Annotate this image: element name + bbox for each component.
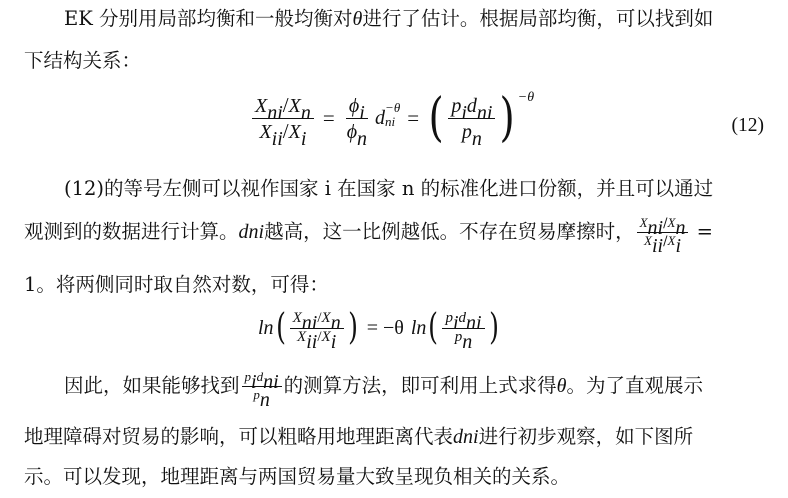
para3-line1 [64, 368, 703, 411]
para2-line2: 观测到的数据进行计算。 d ni 越高，这一比例越低。不存在贸易摩擦时， $\frac{X_{ni}/X_n}{X_{ii}/X_i}$ = [24, 214, 713, 257]
theta-symbol: θ [556, 375, 567, 397]
rhs-prefix: = −θ [366, 316, 404, 339]
text: 下结构关系： [24, 49, 142, 72]
inline-share-fraction: $\frac{X_{ni}/X_n}{X_{ii}/X_i}$ [637, 216, 689, 248]
text: 地理障碍对贸易的影响，可以粗略用地理距离代表 [24, 425, 454, 448]
text: (12)的等号左侧可以视作国家 i 在国家 n 的标准化进口份额，并且可以通过 [64, 177, 714, 200]
text: 越高，这一比例越低。不存在贸易摩擦时， [264, 220, 635, 243]
equation-12: $\frac{X_{ni}/X_n}{X_{ii}/X_i}$ = $\frac{\phi_i}{\phi_n}$ d −θ ni = ( $\frac{p_id_{ni}}{p_n}$ ) −θ [250, 92, 534, 144]
ln-share-fraction: $\frac{X_{ni}/X_n}{X_{ii}/X_i}$ [290, 311, 344, 346]
text: = [690, 220, 713, 243]
para3-line3 [24, 462, 570, 492]
para1-line1 [64, 4, 713, 34]
d-exponent: −θ [385, 99, 401, 115]
equation-number: (12) [731, 115, 764, 136]
text: 的测算方法，即可利用上式求得 [283, 374, 557, 397]
text: 示。可以发现，地理距离与两国贸易量大致呈现负相关的关系。 [24, 465, 571, 488]
text: 1。将两侧同时取自然对数，可得： [24, 273, 329, 296]
ln-price-fraction: $\frac{p_id_{ni}}{p_n}$ [442, 311, 484, 346]
para1-line2 [24, 46, 141, 76]
para2-line3 [24, 270, 329, 300]
ln-left: ln [258, 316, 274, 339]
outer-exponent: −θ [517, 90, 535, 105]
inline-price-fraction: $\frac{p_id_{ni}}{p_n}$ [242, 370, 282, 402]
text: 进行初步观察，如下图所 [478, 425, 694, 448]
ln-right: ln [410, 316, 427, 339]
text: 进行了估计。根据局部均衡，可以找到如 [362, 7, 714, 30]
import-share-fraction: $\frac{X_{ni}/X_n}{X_{ii}/X_i}$ [252, 94, 314, 143]
equation-ln: ln ( $\frac{X_{ni}/X_n}{X_{ii}/X_i}$ ) = −θ ln ( $\frac{p_id_{ni}}{p_n}$ ) [258, 307, 499, 353]
phi-fraction: $\frac{\phi_i}{\phi_n}$ [346, 94, 368, 150]
price-fraction: $\frac{p_id_{ni}}{p_n}$ [448, 94, 495, 143]
para3-line2: 地理障碍对贸易的影响，可以粗略用地理距离代表 d ni 进行初步观察，如下图所 [24, 425, 694, 448]
text: 观测到的数据进行计算。 [24, 220, 239, 243]
theta-symbol: θ [352, 8, 363, 30]
text: EK 分别用局部均衡和一般均衡对 [64, 7, 353, 30]
text: 。为了直观展示 [566, 374, 703, 397]
para2-line1 [64, 174, 713, 204]
text: 因此，如果能够找到 [64, 374, 240, 397]
